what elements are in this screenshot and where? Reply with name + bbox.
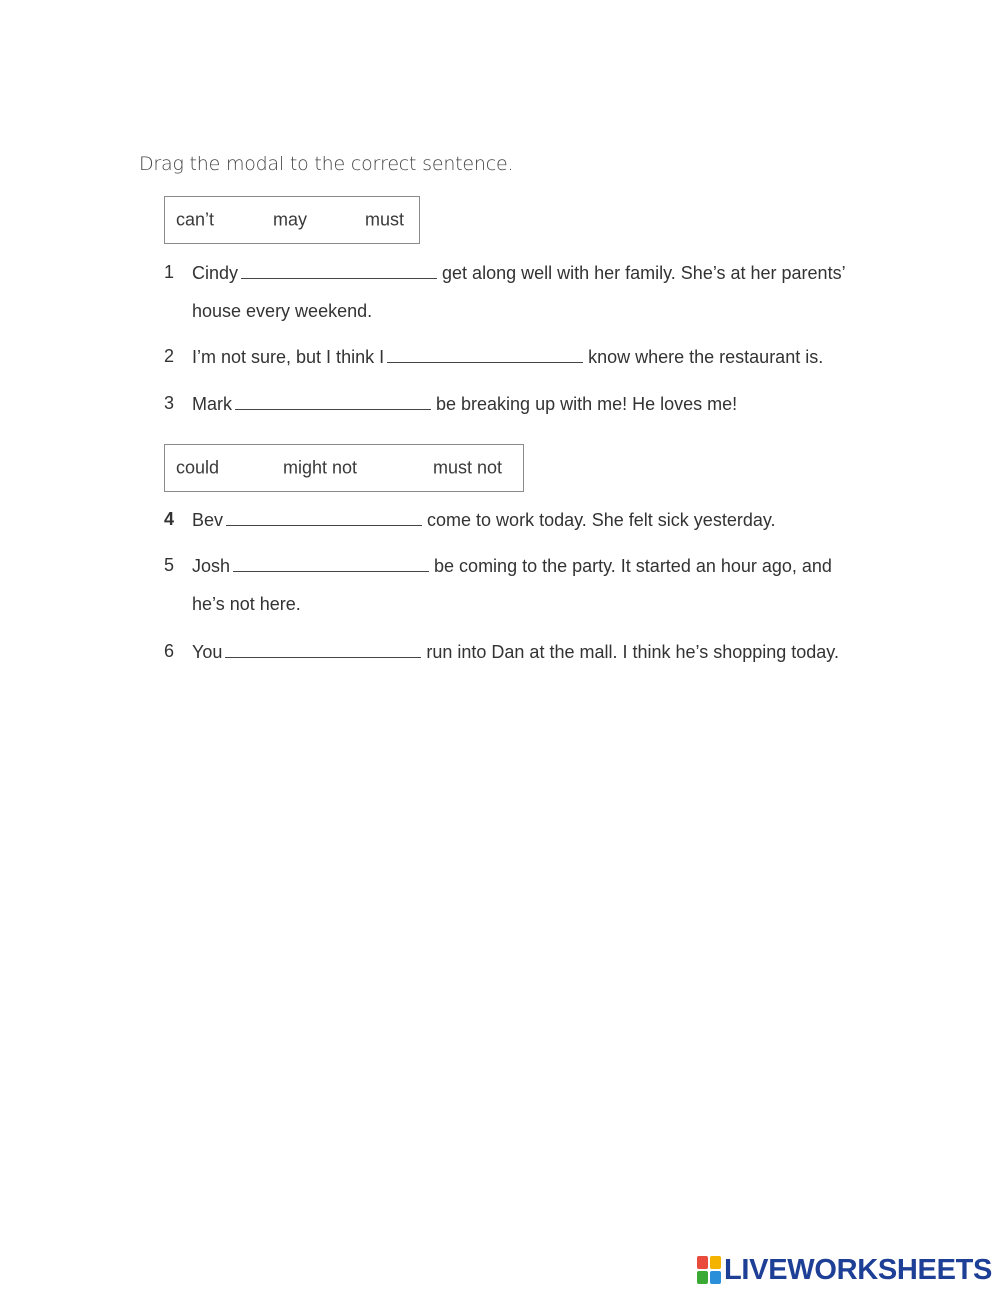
sentence-number: 1 bbox=[164, 262, 175, 282]
answer-drop-zone[interactable] bbox=[225, 641, 421, 658]
word-chip[interactable]: may bbox=[273, 209, 308, 230]
answer-drop-zone[interactable] bbox=[241, 262, 437, 279]
answer-drop-zone[interactable] bbox=[387, 346, 583, 363]
sentence-text: be breaking up with me! He loves me! bbox=[436, 394, 738, 414]
sentence-text: Cindy bbox=[192, 263, 239, 283]
sentence-text: come to work today. She felt sick yesterday. bbox=[427, 510, 776, 530]
sentence-continuation: he’s not here. bbox=[192, 594, 301, 614]
sentence-1 bbox=[192, 262, 846, 284]
sentence-number: 5 bbox=[164, 555, 175, 575]
logo-mark-tile bbox=[710, 1271, 721, 1284]
logo-mark-icon bbox=[697, 1256, 721, 1284]
sentence-6 bbox=[192, 641, 839, 663]
sentence-text: get along well with her family. She’s at her parents’ bbox=[442, 263, 846, 283]
sentence-5 bbox=[192, 555, 832, 577]
sentence-text: Bev bbox=[192, 510, 224, 530]
answer-drop-zone[interactable] bbox=[235, 393, 431, 410]
answer-drop-zone[interactable] bbox=[226, 509, 422, 526]
logo-text: LIVEWORKSHEETS bbox=[724, 1253, 993, 1286]
sentence-3 bbox=[192, 393, 737, 415]
word-chip[interactable]: can’t bbox=[176, 209, 215, 230]
word-chip[interactable]: might not bbox=[283, 457, 358, 478]
sentence-text: You bbox=[192, 642, 223, 662]
sentence-text: Josh bbox=[192, 556, 231, 576]
sentence-number: 4 bbox=[164, 509, 175, 529]
sentence-text: run into Dan at the mall. I think he’s shopping today. bbox=[426, 642, 839, 662]
word-bank-1 bbox=[164, 196, 420, 244]
sentence-text: be coming to the party. It started an hour ago, and bbox=[434, 556, 832, 576]
word-chip[interactable]: must bbox=[365, 209, 405, 230]
sentence-text: know where the restaurant is. bbox=[588, 347, 824, 367]
sentence-number: 2 bbox=[164, 346, 175, 366]
liveworksheets-logo bbox=[697, 1252, 992, 1288]
logo-mark-tile bbox=[710, 1256, 721, 1269]
word-bank-2 bbox=[164, 444, 524, 492]
sentence-text: I’m not sure, but I think I bbox=[192, 347, 385, 367]
instruction-text: Drag the modal to the correct sentence. bbox=[139, 153, 514, 175]
sentence-text: Mark bbox=[192, 394, 232, 414]
word-chip[interactable]: must not bbox=[433, 457, 503, 478]
sentence-continuation: house every weekend. bbox=[192, 301, 373, 321]
sentence-number: 6 bbox=[164, 641, 175, 661]
sentence-4 bbox=[192, 509, 776, 531]
sentence-number: 3 bbox=[164, 393, 175, 413]
answer-drop-zone[interactable] bbox=[233, 555, 429, 572]
sentence-2 bbox=[192, 346, 823, 368]
logo-mark-tile bbox=[697, 1256, 708, 1269]
logo-mark-tile bbox=[697, 1271, 708, 1284]
word-chip[interactable]: could bbox=[176, 457, 220, 478]
